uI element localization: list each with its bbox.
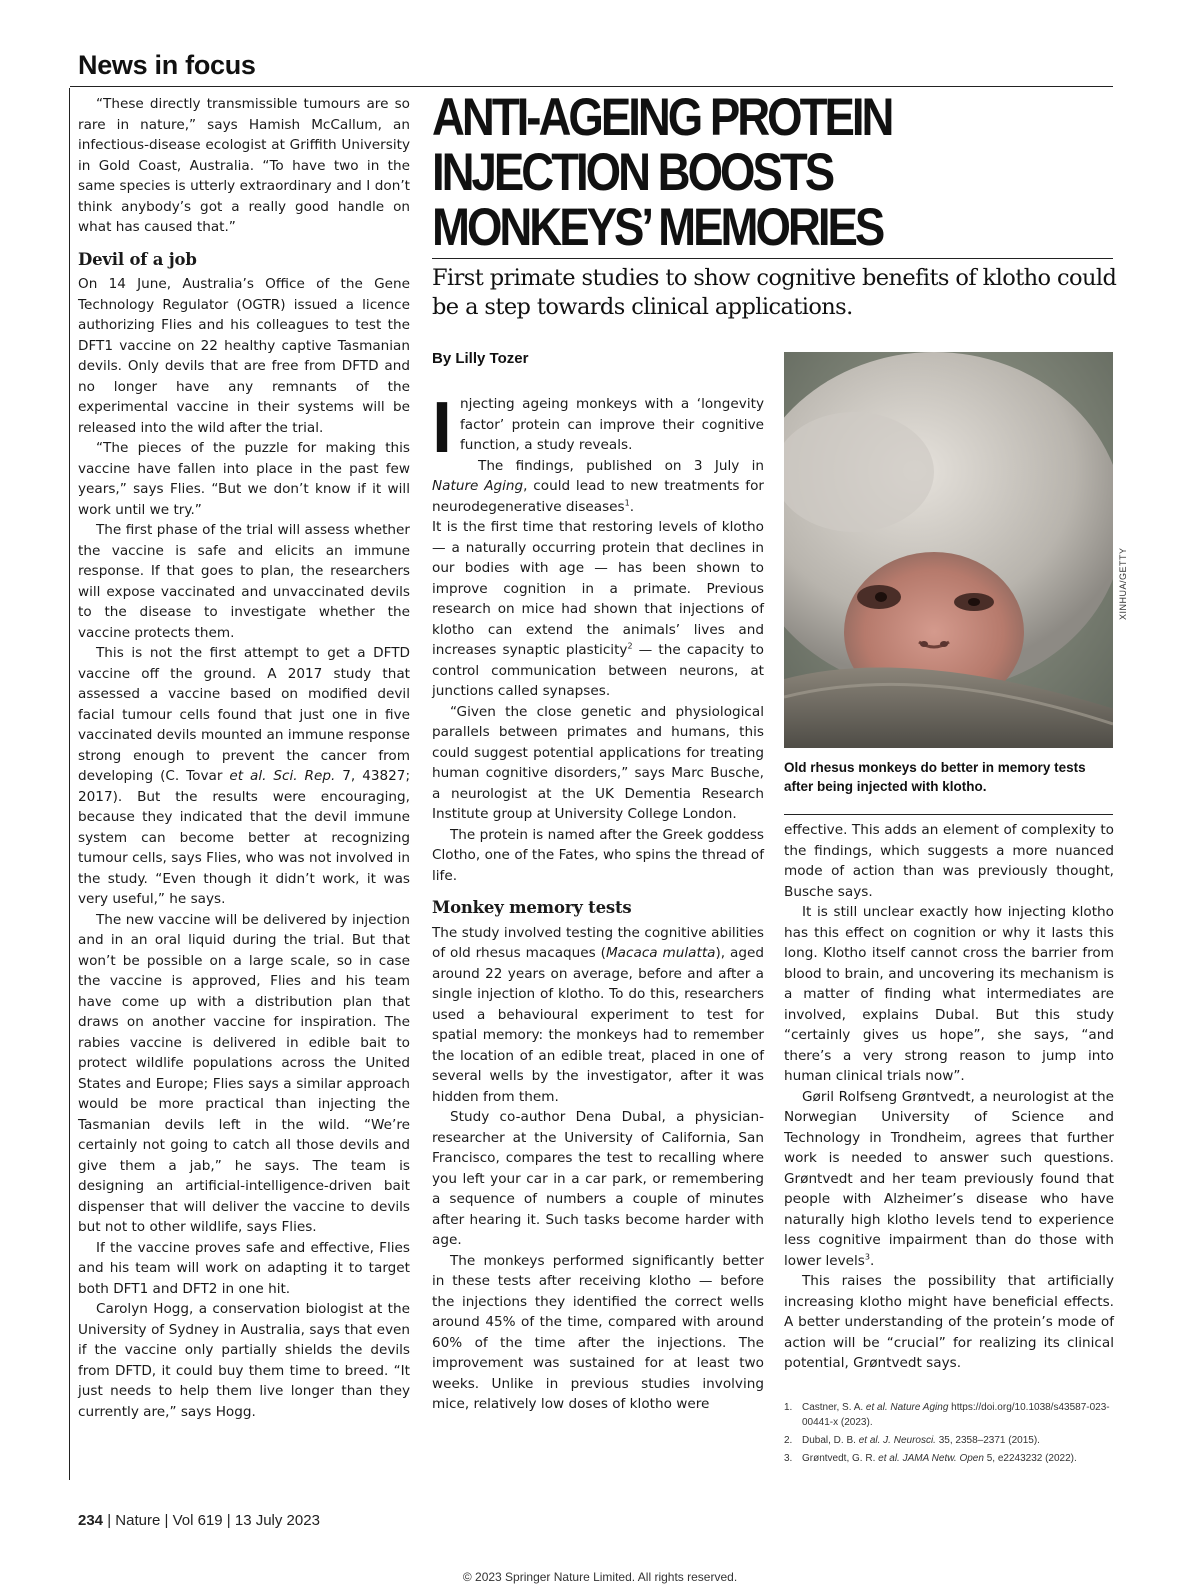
paragraph: On 14 June, Australia’s Office of the Gene Technology Regulator (OGTR) issued a licence authorizing Flies and his colleagues to test the DFT1 vaccine on 22 healthy captive Tasmanian devils. Only devils that are free from DFTD and no longer have any remnants of the experimental vaccine in their systems will be released into the wild after the trial.	[78, 276, 410, 436]
photo-caption: Old rhesus monkeys do better in memory tests after being injected with klotho.	[784, 760, 1086, 794]
monkey-photo	[784, 352, 1113, 748]
references	[784, 1400, 1114, 1469]
paragraph: Gøril Rolfseng Grøntvedt, a neurologist at the Norwegian University of Science and Technology in Trondheim, agrees that further work is needed to answer such questions. Grøntvedt and her team previously found that people with Alzheimer’s disease who have naturally high klotho levels tend to experience less cognitive impairment than do those with lower levels$^3$.	[784, 1088, 1114, 1269]
headline-line: MONKEYS’ MEMORIES	[432, 198, 883, 257]
paragraph: The study involved testing the cognitive abilities of old rhesus macaques (Macaca mulatta), aged around 22 years on average, before and after a single injection of klotho. To do this, researchers used a behavioural experiment to test for spatial memory: the monkeys had to remember the location of an edible treat, placed in one of several wells by the investigator, after it was hidden from them.	[432, 924, 764, 1105]
paragraph: Study co-author Dena Dubal, a physician-researcher at the University of California, San Francisco, compares the test to recalling where you left your car in a car park, or remembering a sequence of numbers a couple of minutes after hearing it. Such tasks become harder with age.	[432, 1109, 764, 1248]
paragraph: Carolyn Hogg, a conservation biologist at the University of Sydney in Australia, says that even if the vaccine only partially shields the devils from DFTD, it could buy them time to breed. “It just needs to help them live longer than they currently are,” says Hogg.	[78, 1301, 410, 1420]
journal-name: Nature	[115, 1512, 161, 1529]
paragraph: “The pieces of the puzzle for making this vaccine have fallen into place in the past few years,” says Flies. “But we don’t know if it will work until we try.”	[78, 440, 410, 518]
paragraph: It is the first time that restoring levels of klotho — a naturally occurring protein that declines in our bodies with age — has been shown to improve cognition in a primate. Previous research on mice had shown that injections of klotho can extend the animals’ lives and increases synaptic plasticity$^2$ — the capacity to control communication between neurons, at junctions called synapses.	[432, 519, 764, 699]
drop-cap: I	[432, 388, 453, 468]
headline-rule	[432, 258, 1113, 259]
paragraph: Injecting ageing monkeys with a ‘longevity factor’ protein can improve their cognitive function, a study reveals.	[432, 388, 764, 468]
reference-item: 2. Dubal, D. B. et al. J. Neurosci. 35, 2358–2371 (2015).	[784, 1435, 1040, 1446]
paragraph: “Given the close genetic and physiological parallels between primates and humans, this could suggest potential applications for treating human cognitive disorders,” says Marc Busche, a neurologist at the UK Dementia Research Institute group at University College London.	[432, 703, 764, 822]
issue-date: 13 July 2023	[234, 1512, 320, 1529]
paragraph: The new vaccine will be delivered by injection and in an oral liquid during the trial. But that won’t be possible on a large scale, so in case the vaccine is approved, Flies and his team have come up with a distribution plan that draws on another vaccine for inspiration. The rabies vaccine is delivered in edible bait to protect wildlife populations across the United States and Europe; Flies says a similar approach would be more practical than injecting the Tasmanian devils left in the wild. “We’re certainly not going to catch all those devils and give them a jab,” he says. The team is designing an artificial-intelligence-driven bait dispenser that will deliver the vaccine to devils but not to other wildlife, says Flies.	[78, 911, 410, 1235]
headline-line: ANTI-AGEING PROTEIN	[432, 88, 892, 147]
subheading: Monkey memory tests	[432, 898, 632, 917]
reference-item: 3. Grøntvedt, G. R. et al. JAMA Netw. Open 5, e2243232 (2022).	[784, 1453, 1077, 1464]
paragraph: “These directly transmissible tumours are so rare in nature,” says Hamish McCallum, an infectious-disease ecologist at Griffith University in Gold Coast, Australia. “To have two in the same species is utterly extraordinary and I don’t think anybody’s got a really good handle on what has caused that.”	[78, 96, 410, 235]
volume: Vol 619	[172, 1512, 223, 1529]
column-1	[78, 94, 410, 1422]
column-divider	[69, 88, 70, 1480]
paragraph: effective. This adds an element of complexity to the findings, which suggests a more nuanced mode of action than was previously thought, Busche says.	[784, 822, 1114, 900]
headline	[432, 90, 1025, 255]
top-rule	[70, 86, 1113, 87]
column-3	[784, 820, 1114, 1374]
paragraph: If the vaccine proves safe and effective, Flies and his team will work on adapting it to target both DFT1 and DFT2 in one hit.	[78, 1239, 410, 1297]
caption-rule	[784, 814, 1113, 815]
photo-credit: XINHUA/GETTY	[1118, 547, 1128, 620]
byline: By Lilly Tozer	[432, 350, 529, 367]
paragraph: The first phase of the trial will assess whether the vaccine is safe and elicits an immune response. If that goes to plan, the researchers will expose vaccinated and unvaccinated devils to the disease to investigate whether the vaccine protects them.	[78, 522, 410, 641]
paragraph: The findings, published on 3 July in Nature Aging, could lead to new treatments for neurodegenerative diseases$^1$.	[432, 457, 765, 515]
paragraph: The monkeys performed significantly better in these tests after receiving klotho — before the injections they identified the correct wells around 45% of the time, compared with around 60% of the time after the injections. The improvement was sustained for at least two weeks. Unlike in previous studies involving mice, relatively low doses of klotho were	[432, 1252, 764, 1412]
section-heading: News in focus	[78, 50, 256, 80]
paragraph: This is not the first attempt to get a DFTD vaccine off the ground. A 2017 study that assessed a vaccine based on modified devil facial tumour cells found that just one in five vaccinated devils mounted an immune response strong enough to prevent the cancer from developing (C. Tovar et al. Sci. Rep. 7, 43827; 2017). But the results were encouraging, because they indicated that the devil immune system can become better at recognizing tumour cells, says Flies, who was not involved in the study. “Even though it didn’t work, it was very useful,” he says.	[78, 645, 411, 907]
paragraph: It is still unclear exactly how injecting klotho has this effect on cognition or why it lasts this long. Klotho itself cannot cross the barrier from blood to brain, and uncovering its mechanism is a matter of finding what intermediates are involved, explains Dubal. But this study “certainly gives us hope”, she says, “and there’s a very strong reason to jump into human clinical trials now”.	[784, 904, 1114, 1084]
paragraph: This raises the possibility that artificially increasing klotho might have beneficial effects. A better understanding of the protein’s mode of action will be “crucial” for realizing its clinical potential, Grøntvedt says.	[784, 1273, 1114, 1371]
page-number: 234	[78, 1512, 104, 1529]
subheading: Devil of a job	[78, 249, 197, 269]
column-2	[432, 388, 765, 1415]
copyright-notice: © 2023 Springer Nature Limited. All rights reserved.	[462, 1570, 738, 1584]
reference-item: 1. Castner, S. A. et al. Nature Aging https://doi.org/10.1038/s43587-023-00441-x (2023).	[784, 1402, 1110, 1428]
standfirst: First primate studies to show cognitive benefits of klotho could be a step towards clinical applications.	[432, 265, 1117, 320]
page-footer: 234 | Nature | Vol 619 | 13 July 2023	[78, 1512, 320, 1529]
headline-line: INJECTION BOOSTS	[432, 143, 833, 202]
paragraph: The protein is named after the Greek goddess Clotho, one of the Fates, who spins the thread of life.	[432, 826, 764, 884]
monkey-image	[784, 352, 1113, 748]
